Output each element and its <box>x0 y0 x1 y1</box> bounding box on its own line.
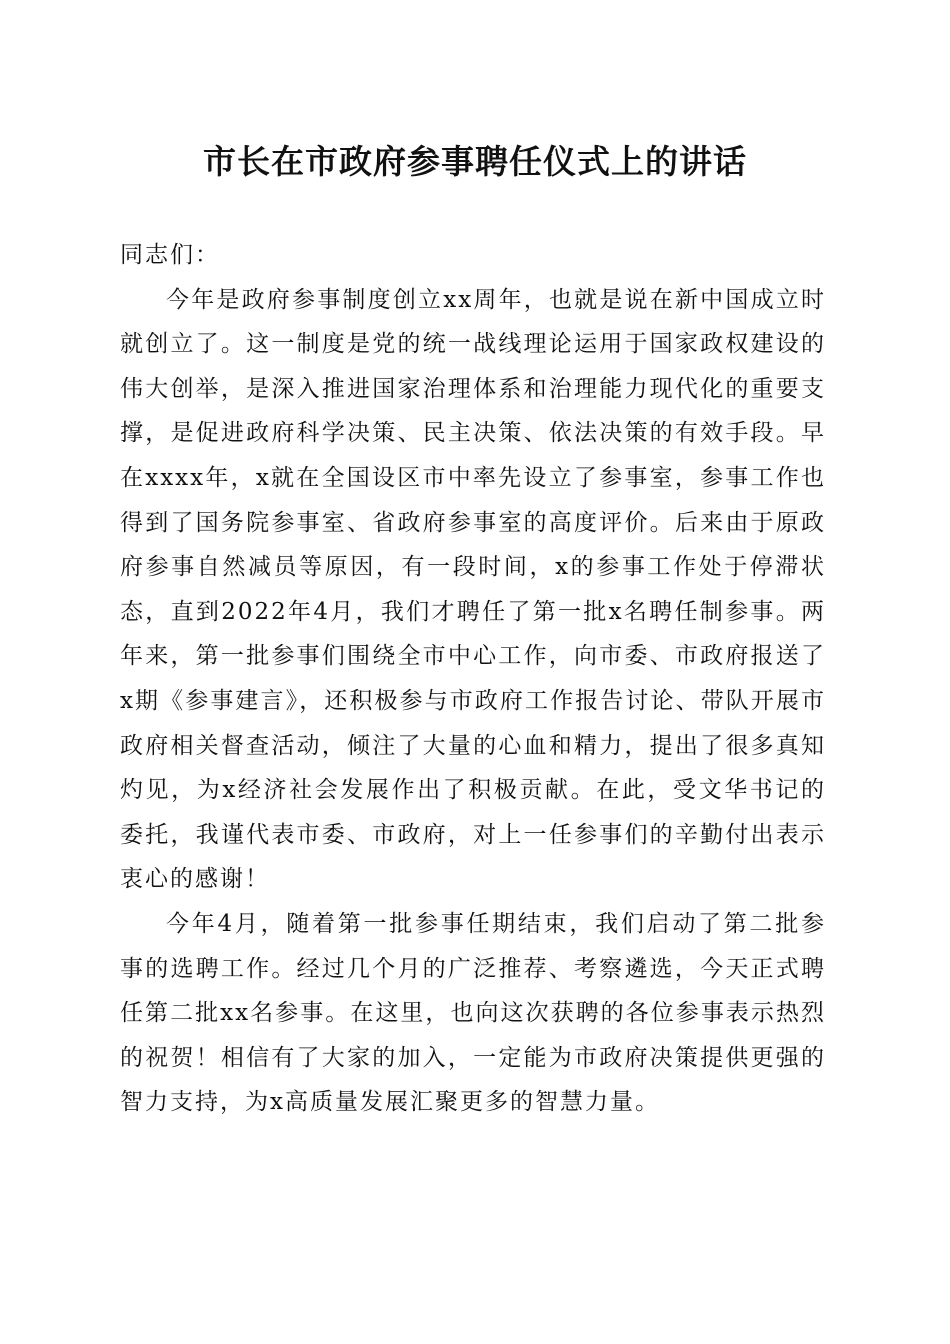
paragraph-2: 今年4月，随着第一批参事任期结束，我们启动了第二批参事的选聘工作。经过几个月的广泛推荐、考察遴选，今天正式聘任第二批xx名参事。在这里，也向这次获聘的各位参事表示热烈的祝贺！相信有了大家的加入，一定能为市政府决策提供更强的智力支持，为x高质量发展汇聚更多的智慧力量。 <box>120 910 826 1116</box>
document-title: 市长在市政府参事聘任仪式上的讲话 <box>203 142 747 181</box>
document-body <box>120 233 826 1125</box>
salutation: 同志们： <box>120 242 220 268</box>
paragraph-1: 今年是政府参事制度创立xx周年，也就是说在新中国成立时就创立了。这一制度是党的统一战线理论运用于国家政权建设的伟大创举，是深入推进国家治理体系和治理能力现代化的重要支撑，是促进政府科学决策、民主决策、依法决策的有效手段。早在xxxx年，x就在全国设区市中率先设立了参事室，参事工作也得到了国务院参事室、省政府参事室的高度评价。后来由于原政府参事自然减员等原因，有一段时间，x的参事工作处于停滞状态，直到2022年4月，我们才聘任了第一批x名聘任制参事。两年来，第一批参事们围绕全市中心工作，向市委、市政府报送了x期《参事建言》，还积极参与市政府工作报告讨论、带队开展市政府相关督查活动，倾注了大量的心血和精力，提出了很多真知灼见，为x经济社会发展作出了积极贡献。在此，受文华书记的委托，我谨代表市委、市政府，对上一任参事们的辛勤付出表示衷心的感谢！ <box>120 286 826 893</box>
